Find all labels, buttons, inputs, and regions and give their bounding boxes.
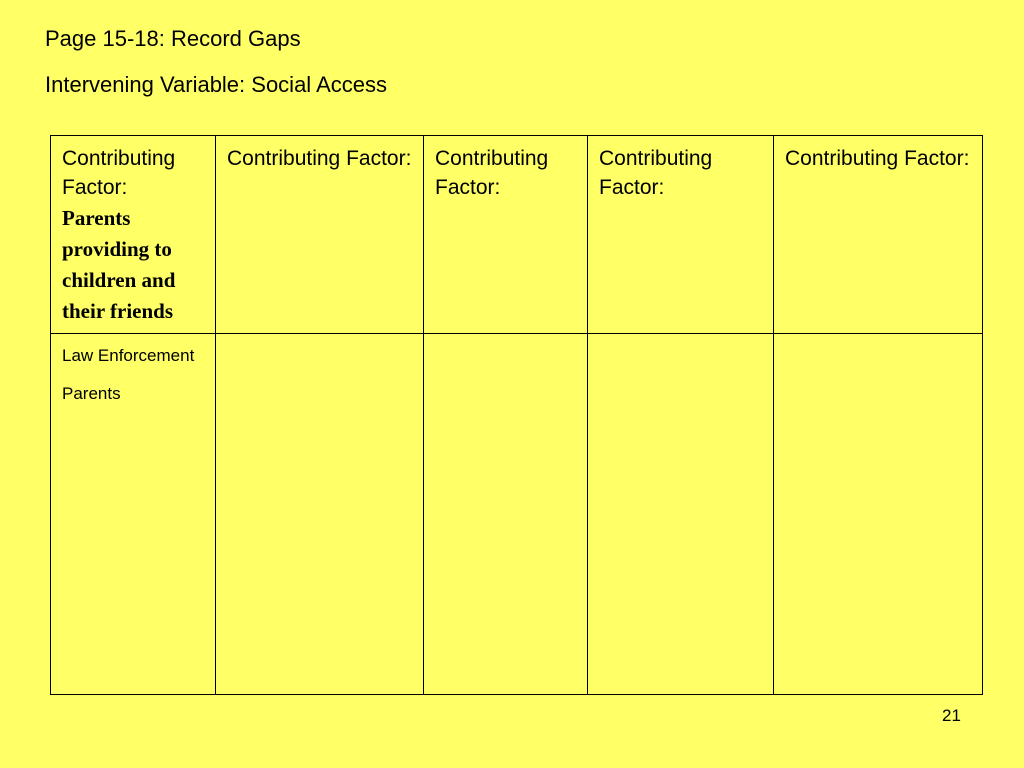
- slide-subtitle: Intervening Variable: Social Access: [45, 72, 387, 97]
- header-cell: [216, 136, 424, 334]
- header-cell: [51, 136, 216, 334]
- contributing-factor-detail: Parents providing to children and their friends: [62, 206, 176, 323]
- contributing-factor-label: Contributing Factor:: [62, 147, 176, 199]
- body-cell: [216, 334, 424, 695]
- cell-text-parents: Parents: [62, 384, 121, 403]
- body-cell: [424, 334, 588, 695]
- page-number: 21: [942, 706, 961, 725]
- contributing-factor-label: Contributing Factor:: [599, 147, 713, 199]
- body-cell: [51, 334, 216, 695]
- contributing-factor-label: Contributing Factor:: [435, 147, 549, 199]
- header-cell: [588, 136, 774, 334]
- cell-text-law-enforcement: Law Enforcement: [62, 346, 195, 365]
- table-header-row: [51, 136, 983, 334]
- record-gaps-table: [50, 135, 983, 695]
- contributing-factor-label: Contributing Factor:: [785, 147, 970, 170]
- slide-title: Page 15-18: Record Gaps: [45, 26, 301, 51]
- body-cell: [588, 334, 774, 695]
- header-cell: [774, 136, 983, 334]
- table-body-row: [51, 334, 983, 695]
- header-cell: [424, 136, 588, 334]
- body-cell: [774, 334, 983, 695]
- contributing-factor-label: Contributing Factor:: [227, 147, 412, 170]
